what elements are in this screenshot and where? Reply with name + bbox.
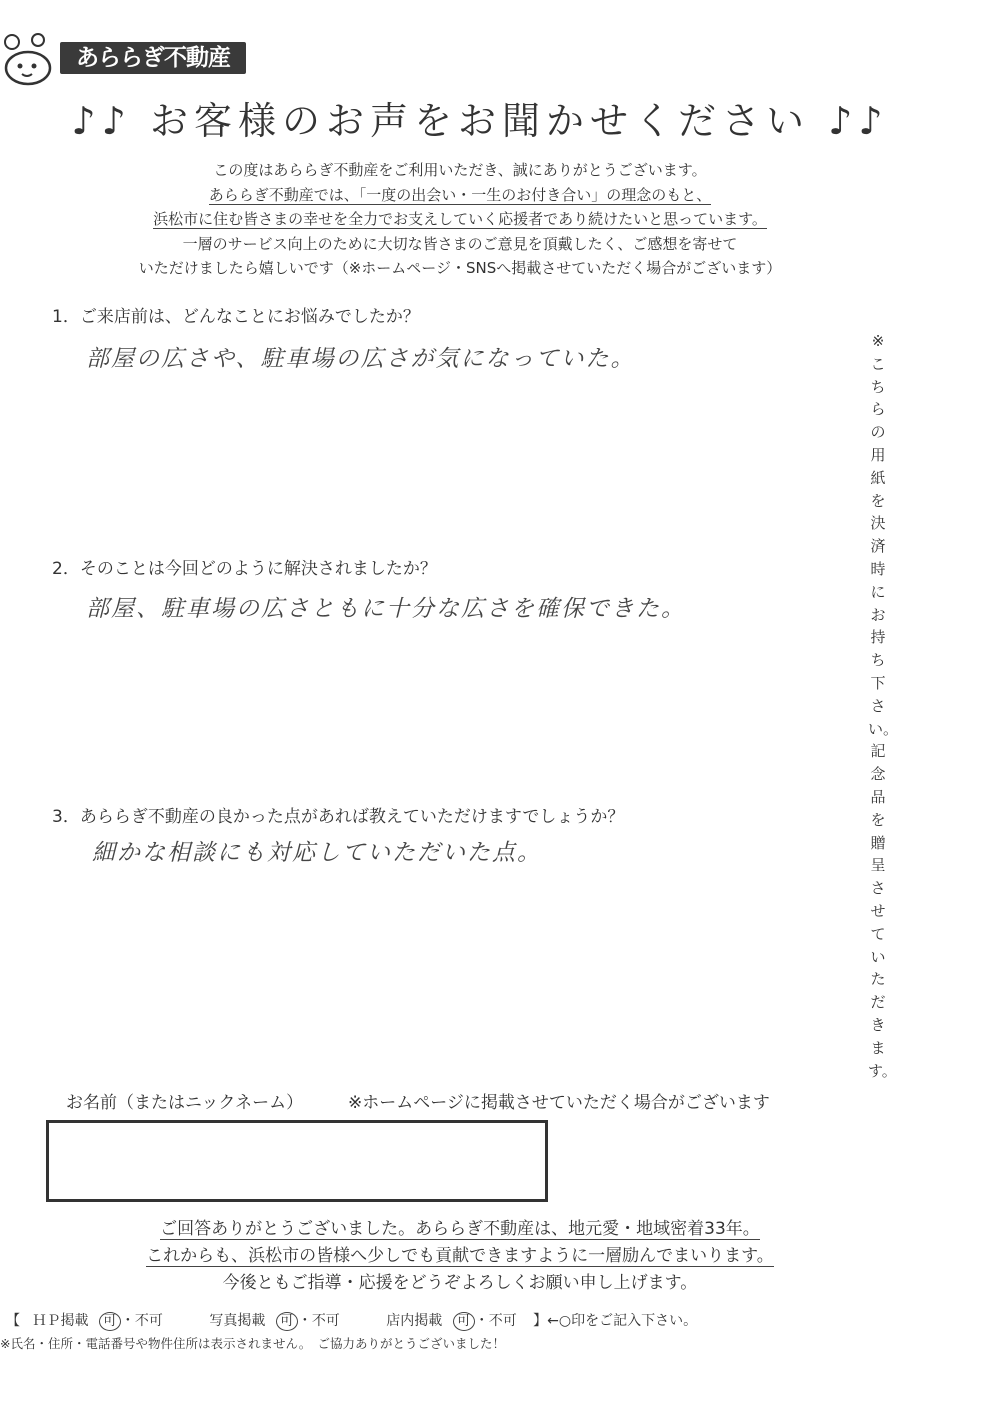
intro-line: 一層のサービス向上のために大切な皆さまのご意見を頂戴したく、ご感想を寄せて: [182, 234, 738, 253]
intro-line-underlined: 浜松市に住む皆さまの幸せを全力でお支えしていく応援者であり続けたいと思っています。: [153, 210, 767, 228]
intro-text: [60, 158, 860, 281]
name-input-box[interactable]: [46, 1120, 548, 1202]
store-permission-label: 店内掲載: [386, 1313, 443, 1329]
photo-permission-ng-option[interactable]: 不可: [311, 1313, 340, 1329]
brand-logo: あららぎ不動産: [60, 42, 246, 74]
question-1-label: 1．ご来店前は、どんなことにお悩みでしたか？: [52, 307, 420, 327]
hp-permission-ok-option[interactable]: 可: [99, 1312, 121, 1331]
intro-line: [60, 183, 860, 208]
store-permission-separator: ・: [474, 1313, 489, 1329]
closing-line-underlined: ご回答ありがとうございました。あららぎ不動産は、地元愛・地域密着33年。: [160, 1219, 760, 1239]
hp-permission-separator: ・: [120, 1313, 135, 1329]
question-2-label: 2．そのことは今回どのように解決されましたか？: [52, 559, 437, 579]
intro-line: この度はあららぎ不動産をご利用いただき、誠にありがとうございます。: [213, 161, 707, 179]
intro-line-underlined: あららぎ不動産では、「一度の出会い・一生のお付き合い」の理念のもと、: [208, 185, 712, 204]
hp-permission-label: ＨＰ掲載: [32, 1313, 89, 1329]
side-note-vertical: ※こちらの用紙を決済時にお持ち下さい。記念品を贈呈させていただきます。: [868, 332, 899, 1080]
name-label: お名前（またはニックネーム）: [66, 1093, 304, 1113]
permission-close-note: 】←○印をご記入下さい。: [533, 1313, 698, 1329]
closing-line: [60, 1216, 860, 1243]
closing-line: 今後ともご指導・応援をどうぞよろしくお願い申し上げます。: [222, 1273, 698, 1293]
closing-line-underlined: これからも、浜松市の皆様へ少しでも貢献できますように一層励んでまいります。: [146, 1246, 774, 1266]
privacy-footnote: ※氏名・住所・電話番号や物件住所は表示されません。 ご協力ありがとうございました！: [0, 1336, 505, 1351]
photo-permission-ok-option[interactable]: 可: [276, 1312, 298, 1331]
closing-text: [60, 1216, 860, 1297]
store-permission-ng-option[interactable]: 不可: [488, 1313, 517, 1329]
question-3-label: 3．あららぎ不動産の良かった点があれば教えていただけますでしょうか？: [52, 807, 625, 827]
permission-row: [6, 1310, 986, 1331]
intro-line: [60, 207, 860, 232]
photo-permission-separator: ・: [297, 1313, 312, 1329]
question-1-answer[interactable]: 部屋の広さや、駐車場の広さが気になっていた。: [86, 346, 636, 372]
permission-open-bracket: 【: [6, 1313, 20, 1329]
closing-line: [60, 1243, 860, 1270]
question-2-answer[interactable]: 部屋、駐車場の広さともに十分な広さを確保できた。: [86, 596, 686, 622]
store-permission-ok-option[interactable]: 可: [453, 1312, 475, 1331]
page-title: ♪♪ お客様のお声をお聞かせください ♪♪: [71, 99, 889, 143]
hp-permission-ng-option[interactable]: 不可: [134, 1313, 163, 1329]
mascot-logo-icon: [0, 30, 60, 90]
photo-permission-label: 写真掲載: [209, 1313, 266, 1329]
intro-line: いただけましたら嬉しいです（※ホームページ・SNSへ掲載させていただく場合がございます）: [138, 259, 782, 277]
name-note: ※ホームページに掲載させていただく場合がございます: [348, 1093, 770, 1113]
question-3-answer[interactable]: 細かな相談にも対応していただいた点。: [92, 840, 542, 866]
